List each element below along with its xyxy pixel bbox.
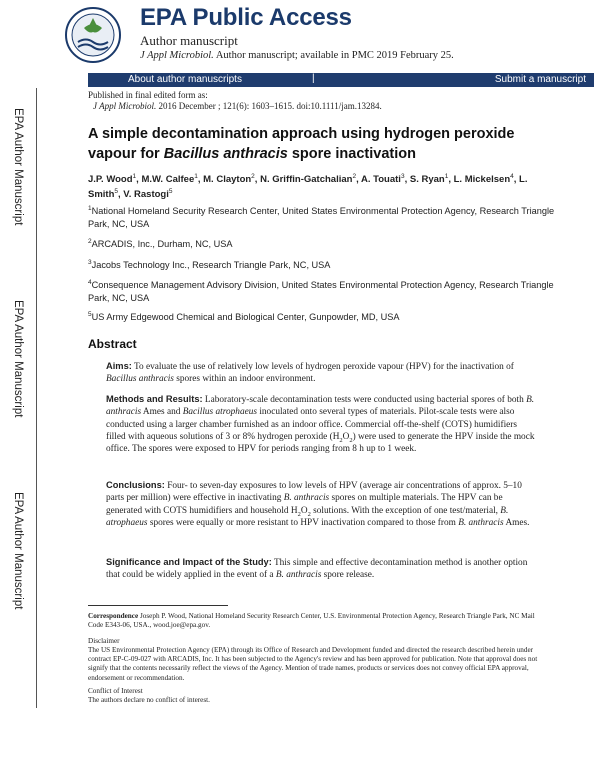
header-nav-bar [88,73,594,87]
affiliation-item [88,311,558,324]
published-journal: J Appl Microbiol. [93,101,157,111]
significance-label: Significance and Impact of the Study: [106,557,272,567]
title-line-1: A simple decontamination approach using hydrogen peroxide [88,126,515,142]
footnote-conflict-text: The authors declare no conflict of interest. [88,696,210,704]
affiliation-number: 2 [88,237,92,245]
affiliation-number: 5 [88,310,92,318]
title-line-2-pre: vapour for [88,146,164,162]
author-affiliation-mark: 4 [510,172,514,180]
abstract-significance [106,556,536,582]
affiliation-text: National Homeland Security Research Center, United States Environmental Protection Agency, Research Triangle Park, NC, USA [88,206,555,229]
author-affiliation-mark: 5 [114,187,119,195]
author-name: L. Mickelsen [453,174,511,185]
affiliation-number: 4 [88,278,92,286]
title-line-2-post: spore inactivation [287,146,416,162]
author-affiliation-mark: 2 [352,172,357,180]
methods-label: Methods and Results: [106,394,203,404]
footnote-conflict-label: Conflict of Interest [88,687,143,695]
footnote-disclaimer-label: Disclaimer [88,637,120,645]
abstract-conclusions [106,479,536,529]
affiliation-text: Jacobs Technology Inc., Research Triangle Park, NC, USA [91,260,331,270]
published-info [88,90,382,112]
author-name: M.W. Calfee [141,174,195,185]
side-label-top: EPA Author Manuscript [12,108,24,226]
published-ref: 2016 December ; 121(6): 1603–1615. doi:10.1111/jam.13284. [158,101,382,111]
correspondence-label: Correspondence [88,612,139,620]
published-label: Published in final edited form as: [88,90,208,100]
methods-text: Laboratory-scale decontamination tests were conducted using bacterial spores of both B. anthracis Ames and Bacillus atrophaeus inoculated onto several types of materials. Pilot-scale tests were also conducted using a larger chamber furnished as an indoor office. Commercial off-the-shelf (COTS) humidifiers filled with aqueous solutions of 3 or 8% hydrogen peroxide $(H_2O_2)$ were used to generate the HPV inside the mock office. The spores were exposed to HPV for periods ranging from 8 h up to 1 week. [106,395,535,455]
author-name: J.P. Wood [88,174,133,185]
header-citation [140,50,454,61]
footnote-rule [88,605,228,606]
side-label-middle: EPA Author Manuscript [12,300,24,418]
epa-logo-icon [64,6,122,64]
author-list: J.P. Wood$^1$, M.W. Calfee$^1$, M. Clayton$^2$, N. Griffin-Gatchalian$^2$, A. Touati$^3$, S. Ryan$^1$, L. Mickelsen$^4$, L. Smith$^5$, V. Rastogi$^5$ [88,172,528,200]
affiliation-text: US Army Edgewood Chemical and Biological Center, Gunpowder, MD, USA [91,312,400,322]
article-title [88,124,558,164]
significance-text: This simple and effective decontamination method is another option that could be widely applied in the event of a B. anthracis spore release. [106,558,528,581]
title-italic: Bacillus anthracis [163,146,288,162]
affiliation-item [88,259,558,272]
author-affiliation-mark: 1 [132,172,137,180]
conclusions-text: Four- to seven-day exposures to low levels of HPV (average air concentrations of approx. 5–10 parts per million) were effective in inactivating B. anthracis spores on multiple materials. The HPV can be generated with COTS humidifiers and household $H_2O_2$ solutions. With the exception of one test/material, B. atrophaeus spores were equally or more resistant to HPV inactivation compared to those from B. anthracis Ames. [106,481,530,528]
side-label-bottom: EPA Author Manuscript [12,492,24,610]
affiliation-number: 1 [88,204,92,212]
header-journal: J Appl Microbiol. [140,50,214,61]
aims-label: Aims: [106,361,132,371]
author-affiliation-mark: 3 [400,172,405,180]
footnote-disclaimer-text: The US Environmental Protection Agency (EPA) through its Office of Research and Development funded and directed the research described herein under contract EP-C-09-027 with ARCADIS, Inc. It has been subjected to the Agency's review and has been approved for publication. Note that approval does not signify that the contents necessarily reflect the views of the Agency. Mention of trade names, products or services does not convey official EPA approval, endorsement or recommendation. [88,646,538,682]
about-manuscripts-link[interactable]: About author manuscripts [128,74,242,85]
affiliation-text: ARCADIS, Inc., Durham, NC, USA [91,239,233,249]
abstract-heading: Abstract [88,337,137,351]
affiliation-number: 3 [88,258,92,266]
aims-text: To evaluate the use of relatively low levels of hydrogen peroxide vapour (HPV) for the inactivation of Bacillus anthracis spores within an indoor environment. [106,362,514,385]
abstract-aims [106,360,536,386]
author-name: V. Rastogi [123,189,169,200]
submit-manuscript-link[interactable]: Submit a manuscript [494,74,586,85]
affiliation-text: Consequence Management Advisory Division, United States Environmental Protection Agency, Research Triangle Park, NC, USA [88,280,554,303]
author-name: A. Touati [361,174,401,185]
abstract-methods [106,393,536,455]
author-name: S. Ryan [409,174,445,185]
author-affiliation-mark: 1 [194,172,198,180]
author-name: N. Griffin-Gatchalian [260,174,353,185]
affiliation-item [88,205,558,230]
author-affiliation-mark: 2 [251,172,255,180]
manuscript-label: Author manuscript [140,33,238,48]
affiliation-item [88,279,558,304]
author-name: M. Clayton [203,174,252,185]
correspondence-text: Joseph P. Wood, National Homeland Security Research Center, U.S. Environmental Protection Agency, Research Triangle Park, NC Mail Code E343-06, USA., wood.joe@epa.gov. [88,612,535,630]
conclusions-label: Conclusions: [106,480,165,490]
site-title: EPA Public Access [140,4,352,31]
affiliation-item [88,238,558,251]
footnote-correspondence [88,612,548,630]
author-affiliation-mark: 5 [168,187,173,195]
header-availability: Author manuscript; available in PMC 2019 February 25. [215,50,454,61]
published-citation [88,101,382,112]
margin-rule [36,88,37,708]
nav-separator: | [312,73,315,84]
author-name: L. Smith [88,174,528,200]
author-affiliation-mark: 1 [444,172,449,180]
